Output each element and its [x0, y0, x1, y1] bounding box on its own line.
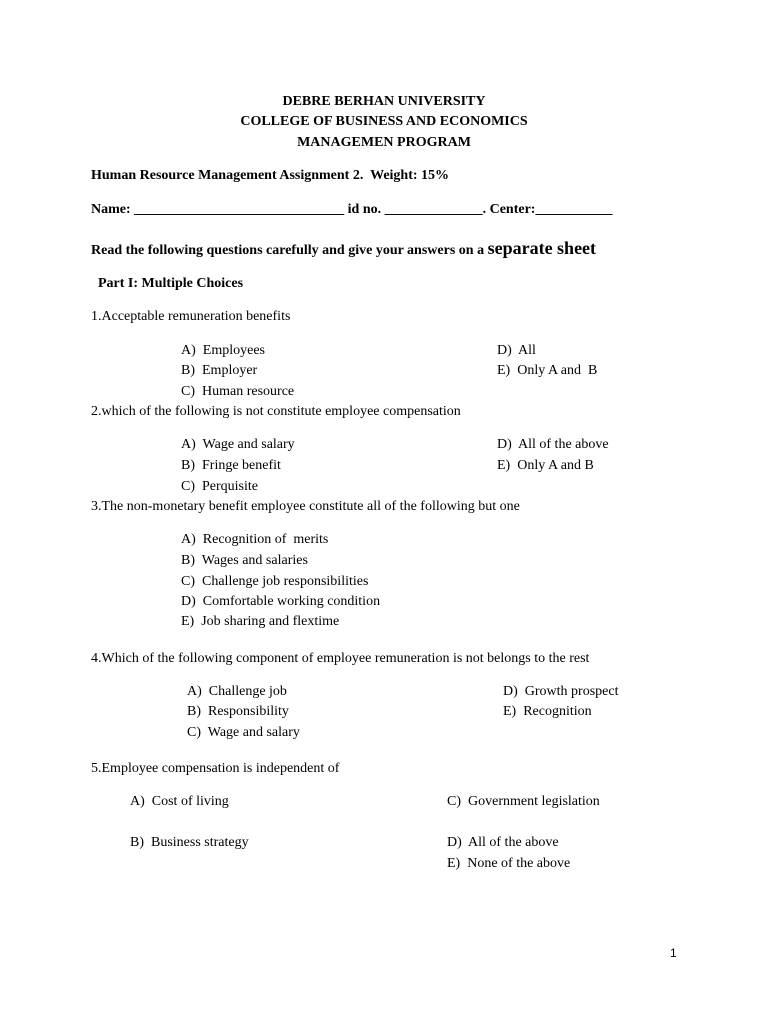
- question-5-option-b: B) Business strategy: [130, 835, 249, 850]
- college-name: COLLEGE OF BUSINESS AND ECONOMICS: [240, 114, 528, 129]
- question-1-stem: 1.Acceptable remuneration benefits: [91, 309, 291, 324]
- question-1-option-c: C) Human resource: [181, 384, 295, 399]
- program-name: MANAGEMEN PROGRAM: [297, 135, 471, 150]
- question-1-option-b: B) Employer: [181, 363, 258, 378]
- question-4-option-e: E) Recognition: [503, 704, 592, 719]
- name-id-center-line: Name: ______________________________ id no. ______________. Center:___________: [91, 202, 613, 217]
- question-2-option-a: A) Wage and salary: [181, 437, 295, 452]
- question-4-option-d: D) Growth prospect: [503, 684, 619, 699]
- question-4-option-b: B) Responsibility: [187, 704, 289, 719]
- part1-heading: Part I: Multiple Choices: [98, 276, 244, 291]
- question-5-option-d: D) All of the above: [447, 835, 559, 850]
- question-4-option-a: A) Challenge job: [187, 684, 287, 699]
- question-3-option-a: A) Recognition of merits: [181, 532, 329, 547]
- question-3-option-d: D) Comfortable working condition: [181, 594, 381, 609]
- question-5-option-c: C) Government legislation: [447, 794, 600, 809]
- question-4-option-c: C) Wage and salary: [187, 725, 300, 740]
- question-3-option-c: C) Challenge job responsibilities: [181, 574, 369, 589]
- question-5-stem: 5.Employee compensation is independent of: [91, 761, 340, 776]
- question-3-option-b: B) Wages and salaries: [181, 553, 308, 568]
- question-1-option-a: A) Employees: [181, 343, 265, 358]
- question-1-option-d: D) All: [497, 343, 536, 358]
- question-3-option-e: E) Job sharing and flextime: [181, 614, 340, 629]
- instruction-line: [91, 239, 596, 260]
- university-name: DEBRE BERHAN UNIVERSITY: [282, 94, 486, 109]
- question-3-stem: 3.The non-monetary benefit employee constitute all of the following but one: [91, 499, 520, 514]
- question-5-option-e: E) None of the above: [447, 856, 571, 871]
- question-5-option-a: A) Cost of living: [130, 794, 229, 809]
- question-2-option-e: E) Only A and B: [497, 458, 594, 473]
- question-4-stem: 4.Which of the following component of employee remuneration is not belongs to the rest: [91, 651, 590, 666]
- assignment-title: Human Resource Management Assignment 2. Weight: 15%: [91, 168, 450, 183]
- question-1-option-e: E) Only A and B: [497, 363, 598, 378]
- question-2-option-b: B) Fringe benefit: [181, 458, 281, 473]
- page-number: 1: [670, 946, 677, 960]
- instruction-emphasis: separate sheet: [487, 238, 597, 258]
- question-2-stem: 2.which of the following is not constitute employee compensation: [91, 404, 461, 419]
- instruction-text: Read the following questions carefully and give your answers on a: [91, 243, 488, 258]
- question-2-option-c: C) Perquisite: [181, 479, 258, 494]
- question-2-option-d: D) All of the above: [497, 437, 609, 452]
